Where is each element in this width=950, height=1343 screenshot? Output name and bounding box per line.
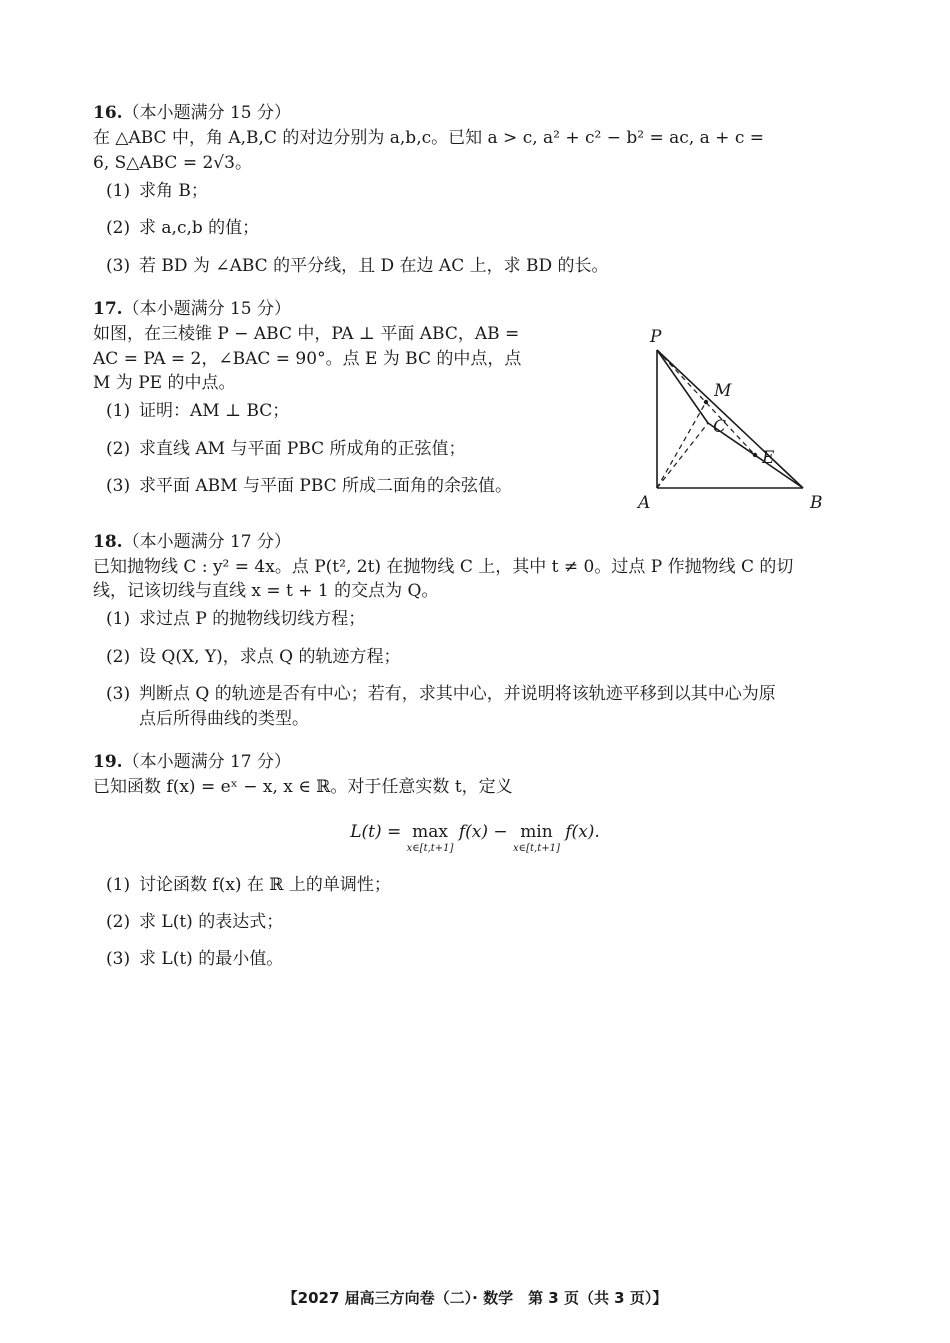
q17-part2 [106,437,466,461]
q19-part3-text: 求 L(t) 的最小值。 [139,949,284,969]
q17-part2-text: 求直线 AM 与平面 PBC 所成角的正弦值； [139,439,466,459]
edge-PC [657,350,708,423]
q19-part3-tag: (3) [106,949,131,969]
q18-part3-tag: (3) [106,684,131,704]
label-C: C [713,417,727,437]
q17-part3 [106,474,512,498]
q18-part3-continuation: 点后所得曲线的类型。 [139,709,309,729]
q16-points: （本小题满分 15 分） [122,103,292,123]
q16-number: 16. [93,103,123,123]
q19-number: 19. [93,752,123,772]
q18-stem-line2: 线，记该切线与直线 x = t + 1 的交点为 Q。 [93,581,439,601]
q17-points: （本小题满分 15 分） [122,299,292,319]
formula-min-op: min [520,822,553,842]
label-B: B [810,493,823,513]
q16-part3-text: 若 BD 为 ∠ABC 的平分线，且 D 在边 AC 上，求 BD 的长。 [139,256,609,276]
formula-min [513,820,560,854]
q19-part1-tag: (1) [106,875,131,895]
q17-stem-line1: 如图，在三棱锥 P − ABC 中，PA ⊥ 平面 ABC，AB = [93,324,520,344]
q17-part3-tag: (3) [106,476,131,496]
q18-stem-line1: 已知抛物线 C : y² = 4x。点 P(t², 2t) 在抛物线 C 上，其中 t ≠ 0。过点 P 作抛物线 C 的切 [93,557,794,577]
q16-stem-line2: 6, S△ABC = 2√3。 [93,153,252,173]
q19-points: （本小题满分 17 分） [122,752,292,772]
q19-part1-text: 讨论函数 f(x) 在 ℝ 上的单调性； [139,875,391,895]
q18-heading [93,530,291,554]
q16-heading [93,101,291,125]
q19-part2-text: 求 L(t) 的表达式； [139,912,284,932]
q18-part3 [106,682,776,706]
q16-part2-tag: (2) [106,218,131,238]
q17-part1-text: 证明：AM ⊥ BC； [139,401,290,421]
q16-part1-tag: (1) [106,181,131,201]
edge-PB [657,350,803,488]
q19-heading [93,750,291,774]
q18-part2-text: 设 Q(X, Y)，求点 Q 的轨迹方程； [139,647,401,667]
point-E [753,453,757,457]
label-E: E [762,448,775,468]
q19-part2 [106,910,283,934]
formula-max-sub: x∈[t,t+1] [406,843,454,854]
formula-min-sub: x∈[t,t+1] [513,843,560,854]
segment-AM-hidden [657,402,706,488]
q19-stem-line1: 已知函数 f(x) = eˣ − x, x ∈ ℝ。对于任意实数 t，定义 [93,777,513,797]
q16-part2 [106,216,259,240]
formula-end: f(x). [559,822,600,842]
point-M [704,400,708,404]
q18-part2-tag: (2) [106,647,131,667]
q16-part3 [106,254,609,278]
label-A: A [638,493,651,513]
q16-part3-tag: (3) [106,256,131,276]
q17-part1-tag: (1) [106,401,131,421]
q16-part1 [106,179,208,203]
q16-part2-text: 求 a,c,b 的值； [139,218,260,238]
formula-max-op: max [412,822,448,842]
q19-part2-tag: (2) [106,912,131,932]
q17-stem-line3: M 为 PE 的中点。 [93,373,236,393]
q19-part3 [106,947,283,971]
formula-max [407,820,454,854]
q18-number: 18. [93,532,123,552]
q17-part3-text: 求平面 ABM 与平面 PBC 所成二面角的余弦值。 [139,476,513,496]
tetrahedron-figure [620,320,840,520]
edge-AC-hidden [657,423,708,488]
q18-part1 [106,607,365,631]
page-footer: 【2027 届高三方向卷（二）· 数学 第 3 页（共 3 页）】 [282,1289,668,1307]
q17-stem-line2: AC = PA = 2，∠BAC = 90°。点 E 为 BC 的中点，点 [93,349,522,369]
q19-part1 [106,873,391,897]
formula-mid: f(x) − [453,822,514,842]
q18-part1-text: 求过点 P 的抛物线切线方程； [139,609,366,629]
q17-number: 17. [93,299,123,319]
q16-part1-text: 求角 B； [139,181,208,201]
q19-definition-formula [0,820,950,854]
q17-heading [93,297,291,321]
q18-part3-text: 判断点 Q 的轨迹是否有中心；若有，求其中心，并说明将该轨迹平移到以其中心为原 [139,684,776,704]
q18-points: （本小题满分 17 分） [122,532,292,552]
q17-part1 [106,399,289,423]
label-M: M [714,381,732,401]
formula-lhs: L(t) = [350,822,407,842]
q16-stem-line1: 在 △ABC 中，角 A,B,C 的对边分别为 a,b,c。已知 a > c, a² + c² − b² = ac, a + c = [93,128,764,148]
q18-part2 [106,645,400,669]
q18-part1-tag: (1) [106,609,131,629]
q17-part2-tag: (2) [106,439,131,459]
label-P: P [650,327,662,347]
